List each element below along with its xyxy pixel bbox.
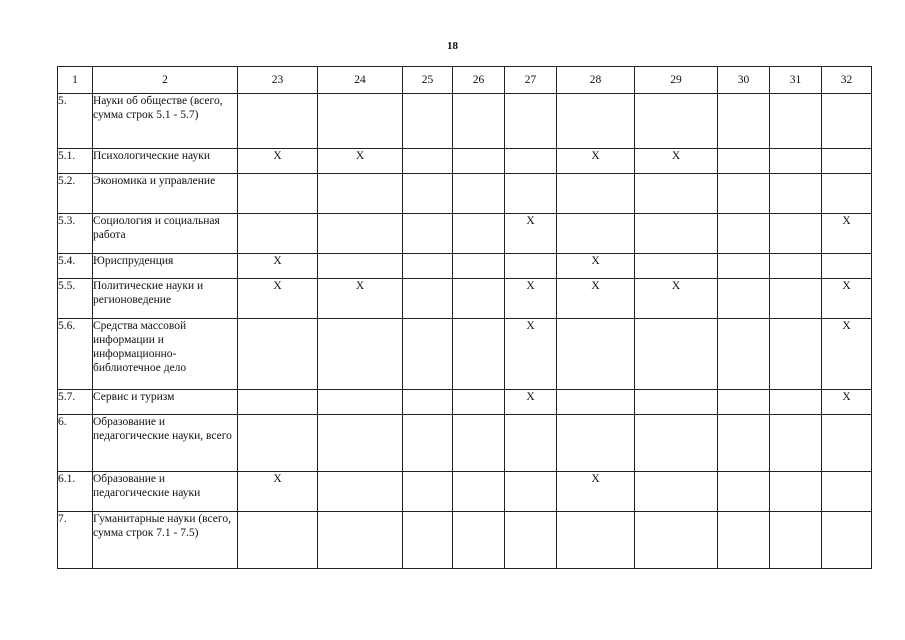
row-number: 7. (58, 512, 93, 569)
mark-cell (770, 174, 822, 214)
table-row (58, 512, 872, 569)
mark-cell: X (822, 390, 872, 415)
mark-cell (718, 512, 770, 569)
mark-cell: X (557, 472, 635, 512)
mark-cell (770, 94, 822, 149)
mark-cell (635, 94, 718, 149)
mark-cell (403, 149, 453, 174)
column-header: 25 (403, 67, 453, 94)
mark-cell (505, 512, 557, 569)
row-number: 5.6. (58, 319, 93, 390)
mark-cell (453, 94, 505, 149)
mark-cell (238, 390, 318, 415)
mark-cell (403, 254, 453, 279)
column-header: 32 (822, 67, 872, 94)
mark-cell (453, 415, 505, 472)
row-number: 5.3. (58, 214, 93, 254)
mark-cell (635, 390, 718, 415)
row-name: Гуманитарные науки (всего, сумма строк 7.1 - 7.5) (93, 512, 238, 569)
row-number: 5.4. (58, 254, 93, 279)
column-header: 30 (718, 67, 770, 94)
mark-cell (822, 472, 872, 512)
mark-cell (453, 472, 505, 512)
mark-cell (770, 390, 822, 415)
mark-cell: X (822, 279, 872, 319)
row-number: 5.1. (58, 149, 93, 174)
table-row (58, 94, 872, 149)
row-name: Сервис и туризм (93, 390, 238, 415)
header-row (58, 67, 872, 94)
mark-cell (822, 254, 872, 279)
mark-cell (718, 254, 770, 279)
mark-cell (557, 214, 635, 254)
table-row (58, 415, 872, 472)
mark-cell (403, 472, 453, 512)
mark-cell (770, 512, 822, 569)
table-row (58, 279, 872, 319)
row-number: 5.5. (58, 279, 93, 319)
mark-cell: X (557, 254, 635, 279)
mark-cell: X (238, 254, 318, 279)
mark-cell (557, 319, 635, 390)
mark-cell: X (557, 149, 635, 174)
mark-cell (403, 319, 453, 390)
mark-cell (770, 415, 822, 472)
mark-cell (822, 415, 872, 472)
row-name: Социология и социальная работа (93, 214, 238, 254)
mark-cell (635, 512, 718, 569)
column-header: 29 (635, 67, 718, 94)
mark-cell: X (318, 279, 403, 319)
mark-cell (403, 415, 453, 472)
column-header: 2 (93, 67, 238, 94)
mark-cell (403, 174, 453, 214)
mark-cell (238, 319, 318, 390)
mark-cell (505, 174, 557, 214)
mark-cell (318, 415, 403, 472)
mark-cell (718, 415, 770, 472)
mark-cell (557, 174, 635, 214)
mark-cell (403, 390, 453, 415)
row-number: 5.7. (58, 390, 93, 415)
mark-cell (318, 214, 403, 254)
mark-cell (453, 319, 505, 390)
mark-cell (770, 279, 822, 319)
mark-cell (557, 390, 635, 415)
mark-cell (453, 254, 505, 279)
mark-cell (718, 390, 770, 415)
mark-cell (505, 94, 557, 149)
mark-cell (822, 512, 872, 569)
mark-cell (318, 512, 403, 569)
mark-cell: X (238, 279, 318, 319)
mark-cell (635, 319, 718, 390)
mark-cell (557, 94, 635, 149)
table-row (58, 319, 872, 390)
mark-cell (238, 415, 318, 472)
column-header: 1 (58, 67, 93, 94)
row-number: 5.2. (58, 174, 93, 214)
mark-cell: X (238, 472, 318, 512)
row-name: Экономика и управление (93, 174, 238, 214)
mark-cell (557, 415, 635, 472)
column-header: 28 (557, 67, 635, 94)
row-name: Юриспруденция (93, 254, 238, 279)
mark-cell (822, 94, 872, 149)
mark-cell: X (822, 319, 872, 390)
row-number: 6. (58, 415, 93, 472)
mark-cell (770, 319, 822, 390)
table-row (58, 174, 872, 214)
mark-cell (505, 415, 557, 472)
mark-cell (318, 94, 403, 149)
column-header: 27 (505, 67, 557, 94)
mark-cell (822, 174, 872, 214)
mark-cell (403, 512, 453, 569)
mark-cell (403, 214, 453, 254)
mark-cell: X (822, 214, 872, 254)
mark-cell (505, 472, 557, 512)
mark-cell (453, 149, 505, 174)
mark-cell (505, 254, 557, 279)
mark-cell (238, 214, 318, 254)
row-name: Образование и педагогические науки, всего (93, 415, 238, 472)
mark-cell: X (318, 149, 403, 174)
table-row (58, 254, 872, 279)
mark-cell: X (238, 149, 318, 174)
mark-cell (453, 279, 505, 319)
mark-cell (318, 390, 403, 415)
mark-cell (403, 279, 453, 319)
mark-cell (318, 319, 403, 390)
mark-cell: X (505, 319, 557, 390)
mark-cell (635, 415, 718, 472)
table-row (58, 214, 872, 254)
mark-cell: X (505, 214, 557, 254)
mark-cell (718, 279, 770, 319)
mark-cell (318, 174, 403, 214)
mark-cell (718, 94, 770, 149)
table-row (58, 472, 872, 512)
mark-cell (770, 472, 822, 512)
mark-cell (453, 390, 505, 415)
mark-cell: X (557, 279, 635, 319)
mark-cell (453, 174, 505, 214)
mark-cell (318, 472, 403, 512)
mark-cell (770, 149, 822, 174)
mark-cell: X (635, 279, 718, 319)
mark-cell (770, 254, 822, 279)
row-name: Науки об обществе (всего, сумма строк 5.1 - 5.7) (93, 94, 238, 149)
data-table (57, 66, 872, 569)
mark-cell (822, 149, 872, 174)
row-name: Образование и педагогические науки (93, 472, 238, 512)
mark-cell (718, 472, 770, 512)
page-number: 18 (447, 40, 458, 52)
mark-cell: X (505, 390, 557, 415)
mark-cell (718, 174, 770, 214)
column-header: 26 (453, 67, 505, 94)
mark-cell: X (505, 279, 557, 319)
mark-cell (238, 94, 318, 149)
mark-cell (718, 214, 770, 254)
mark-cell (557, 512, 635, 569)
column-header: 24 (318, 67, 403, 94)
table-row (58, 149, 872, 174)
mark-cell (635, 254, 718, 279)
mark-cell (718, 149, 770, 174)
row-name: Психологические науки (93, 149, 238, 174)
row-number: 6.1. (58, 472, 93, 512)
mark-cell (238, 174, 318, 214)
mark-cell (635, 214, 718, 254)
mark-cell: X (635, 149, 718, 174)
mark-cell (453, 214, 505, 254)
mark-cell (718, 319, 770, 390)
mark-cell (318, 254, 403, 279)
column-header: 31 (770, 67, 822, 94)
mark-cell (453, 512, 505, 569)
mark-cell (403, 94, 453, 149)
row-name: Политические науки и регионоведение (93, 279, 238, 319)
mark-cell (770, 214, 822, 254)
mark-cell (635, 174, 718, 214)
mark-cell (238, 512, 318, 569)
mark-cell (635, 472, 718, 512)
table-row (58, 390, 872, 415)
row-name: Средства массовой информации и информационно-библиотечное дело (93, 319, 238, 390)
mark-cell (505, 149, 557, 174)
column-header: 23 (238, 67, 318, 94)
row-number: 5. (58, 94, 93, 149)
